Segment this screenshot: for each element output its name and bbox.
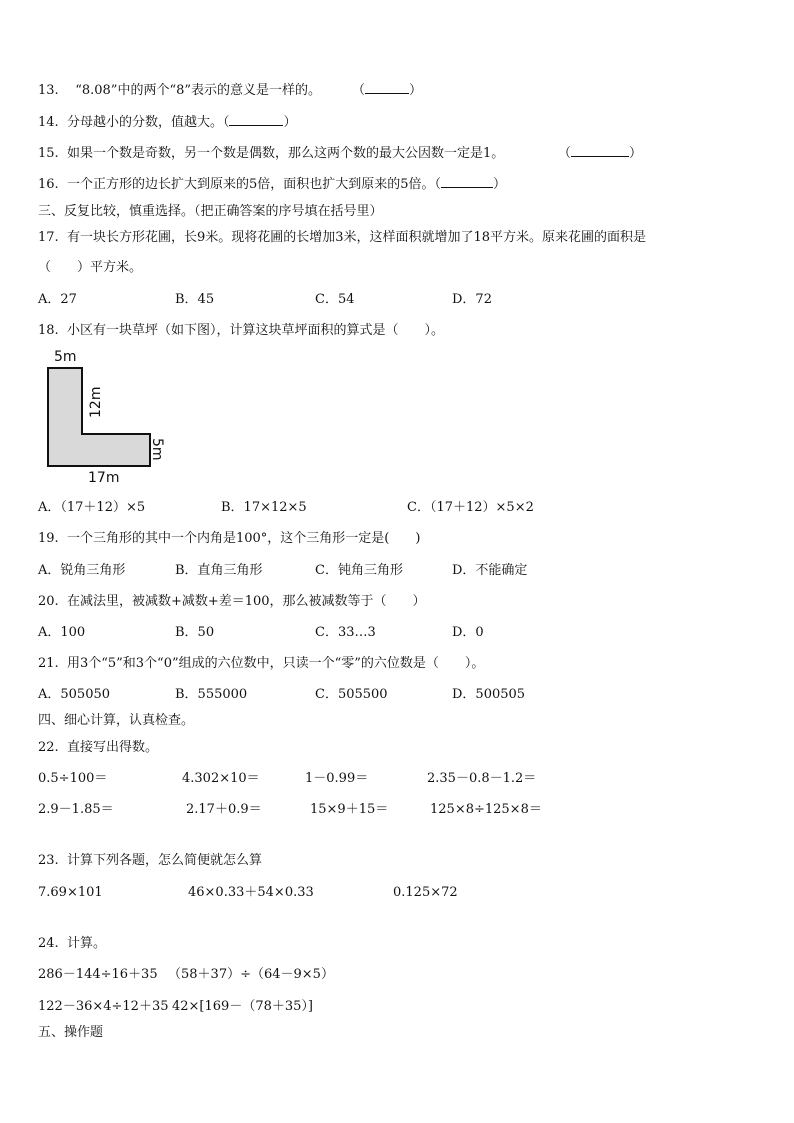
option-a[interactable]: A．100 [38, 625, 86, 640]
question-text: 在减法里，被减数+减数+差＝100，那么被减数等于（ ） [66, 594, 426, 609]
calc-item: 7.69×101 [38, 885, 103, 900]
question-text: 计算下列各题，怎么简便就怎么算 [66, 853, 262, 868]
option-b[interactable]: B．555000 [175, 687, 248, 702]
calc-item: 42×[169－（78＋35）] [172, 999, 313, 1014]
question-24 [38, 936, 106, 952]
calc-item: 2.9－1.85＝ [38, 802, 114, 817]
question-text: 用3个“5”和3个“0”组成的六位数中，只读一个“零”的六位数是（ ）。 [66, 656, 485, 671]
option-c[interactable]: C．钝角三角形 [315, 563, 403, 578]
calc-item: 46×0.33＋54×0.33 [188, 885, 314, 900]
question-number: 23. [38, 853, 59, 868]
question-text: 有一块长方形花圃，长9米。现将花圃的长增加3米，这样面积就增加了18平方米。原来花圃的面积是 [66, 230, 647, 245]
question-20 [38, 594, 426, 610]
question-number: 24. [38, 936, 59, 951]
calc-item: 0.125×72 [393, 885, 458, 900]
question-23 [38, 853, 262, 869]
calc-item: 286－144÷16＋35 [38, 967, 158, 982]
question-22 [38, 740, 158, 756]
section-3-heading: 三、反复比较，慎重选择。（把正确答案的序号填在括号里） [38, 204, 383, 219]
calc-item: 122－36×4÷12＋35 [38, 999, 169, 1014]
lawn-figure [40, 346, 180, 486]
question-14 [38, 115, 297, 131]
option-c[interactable]: C．505500 [315, 687, 388, 702]
option-a[interactable]: A．（17＋12）×5 [38, 500, 146, 515]
option-b[interactable]: B．直角三角形 [175, 563, 263, 578]
question-text: 一个三角形的其中一个内角是100°，这个三角形一定是( ) [66, 531, 421, 546]
answer-blank-14[interactable]: （ ） [222, 115, 297, 130]
calc-item: 1－0.99＝ [305, 771, 369, 786]
question-text: “8.08”中的两个“8”表示的意义是一样的。 [75, 83, 322, 98]
answer-blank-13[interactable]: （ ） [352, 83, 423, 98]
question-21 [38, 656, 484, 672]
question-number: 13. [38, 83, 59, 98]
calc-item: 4.302×10＝ [182, 771, 260, 786]
option-d[interactable]: D．不能确定 [452, 563, 528, 578]
option-b[interactable]: B．45 [175, 292, 215, 307]
label-top-width: 5m [54, 349, 77, 365]
question-16 [38, 177, 506, 193]
question-number: 21. [38, 656, 59, 671]
question-15 [38, 146, 504, 162]
calc-item: 125×8÷125×8＝ [430, 802, 542, 817]
calc-item: 2.35－0.8－1.2＝ [427, 771, 537, 786]
question-text: 分母越小的分数，值越大。 [66, 115, 223, 130]
option-d[interactable]: D．72 [452, 292, 492, 307]
question-number: 18. [38, 323, 59, 338]
option-b[interactable]: B．50 [175, 625, 215, 640]
label-right-height: 5m [149, 438, 165, 461]
question-17 [38, 230, 646, 246]
option-d[interactable]: D．500505 [452, 687, 526, 702]
question-text: 直接写出得数。 [66, 740, 158, 755]
option-c[interactable]: C．（17＋12）×5×2 [407, 500, 534, 515]
question-13 [38, 83, 321, 99]
question-18 [38, 323, 444, 339]
answer-blank-16[interactable]: （ ） [434, 177, 507, 192]
question-number: 20. [38, 594, 59, 609]
question-19 [38, 531, 420, 547]
question-number: 16. [38, 177, 59, 192]
section-5-heading: 五、操作题 [38, 1025, 104, 1040]
option-a[interactable]: A．锐角三角形 [38, 563, 126, 578]
question-text: 小区有一块草坪（如下图），计算这块草坪面积的算式是（ ）。 [66, 323, 444, 338]
option-a[interactable]: A．27 [38, 292, 77, 307]
question-number: 17. [38, 230, 59, 245]
question-17-line2: （ ）平方米。 [38, 260, 143, 275]
question-number: 15. [38, 146, 59, 161]
option-c[interactable]: C．54 [315, 292, 355, 307]
question-text: 如果一个数是奇数，另一个数是偶数，那么这两个数的最大公因数一定是1。 [66, 146, 505, 161]
option-b[interactable]: B．17×12×5 [221, 500, 307, 515]
option-a[interactable]: A．505050 [38, 687, 111, 702]
question-number: 22. [38, 740, 59, 755]
label-bottom-width: 17m [88, 470, 120, 486]
answer-blank-15[interactable]: （ ） [558, 146, 643, 161]
calc-item: 0.5÷100＝ [38, 771, 108, 786]
question-text: 计算。 [66, 936, 106, 951]
calc-item: 15×9＋15＝ [310, 802, 389, 817]
question-number: 19. [38, 531, 59, 546]
question-number: 14. [38, 115, 59, 130]
section-4-heading: 四、细心计算，认真检查。 [38, 713, 195, 728]
calc-item: （58＋37）÷（64－9×5） [168, 967, 334, 982]
option-c[interactable]: C．33…3 [315, 625, 376, 640]
label-side-height: 12m [88, 386, 104, 418]
calc-item: 2.17＋0.9＝ [186, 802, 262, 817]
question-text: 一个正方形的边长扩大到原来的5倍，面积也扩大到原来的5倍。 [66, 177, 435, 192]
option-d[interactable]: D．0 [452, 625, 484, 640]
